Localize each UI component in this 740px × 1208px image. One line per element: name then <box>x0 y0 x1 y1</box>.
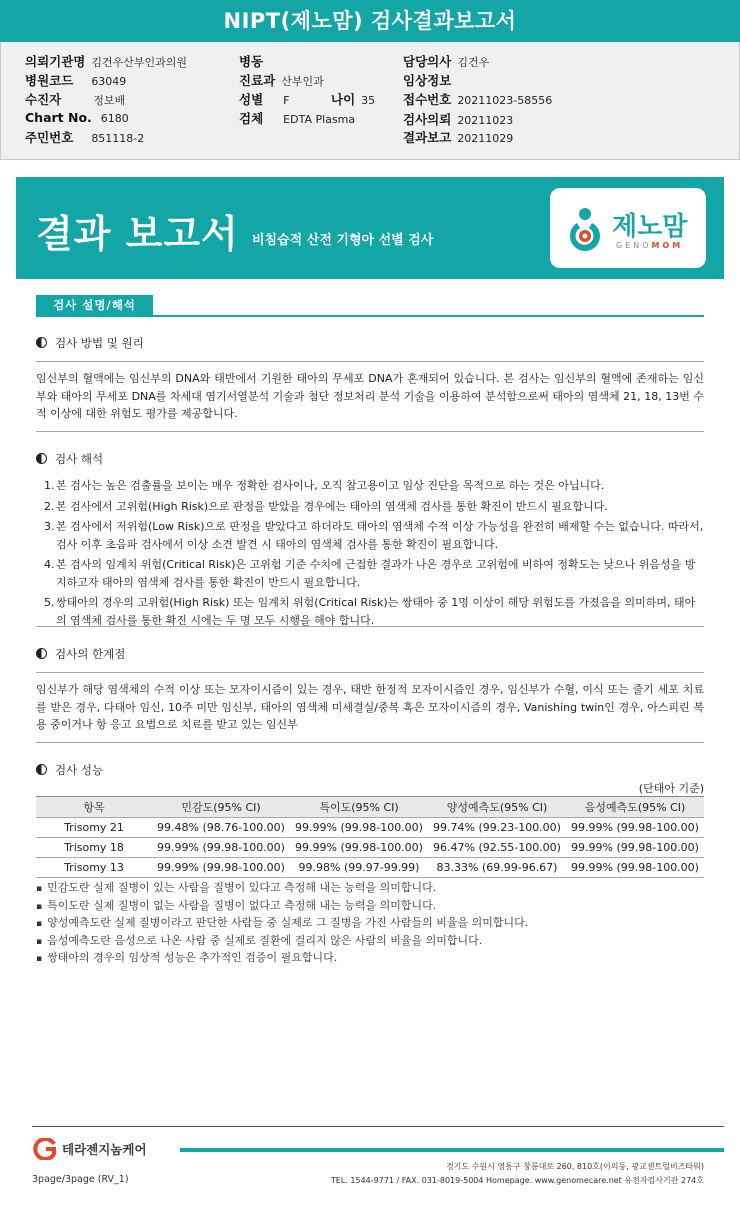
table-cell: Trisomy 13 <box>36 858 152 878</box>
info-patient-name: 수진자 정보배 <box>25 92 126 107</box>
divider <box>36 742 704 743</box>
info-receipt-number: 접수번호 20211023-58556 <box>403 92 553 107</box>
interpretation-list <box>36 477 704 632</box>
half-circle-icon <box>36 337 47 348</box>
info-specimen: 검체 EDTA Plasma <box>239 111 356 126</box>
result-banner <box>16 177 724 279</box>
column-header: 양성예측도(95% CI) <box>428 797 566 818</box>
info-age: 나이 35 <box>331 92 376 107</box>
table-cell: 99.99% (99.98-100.00) <box>290 818 428 838</box>
limits-text: 임신부가 해당 염색체의 수적 이상 또는 모자이시즘이 있는 경우, 태반 한정적 모자이시즘인 경우, 임신부가 수혈, 이식 또는 줄기 세포 치료를 받은 경우, 다태아 임신, 10주 미만 임신부, 태아의 염색체 미세결실/중복 혹은 모자이시즘의 경우, Vanishing twin인 경우, 아스피린 복용 중이거나 항 응고 요법으로 치료를 받고 있는 임신부 <box>36 683 704 731</box>
table-cell: 99.99% (99.98-100.00) <box>152 858 290 878</box>
note-item: ▪ 쌍태아의 경우의 임상적 성능은 추가적인 검증이 필요합니다. <box>36 950 704 968</box>
footer-divider <box>32 1126 724 1127</box>
table-row <box>36 858 704 878</box>
info-clinical-info: 임상정보 <box>403 73 452 88</box>
info-request-date: 검사의뢰 20211023 <box>403 112 514 127</box>
contact-line: TEL. 1544-9771 / FAX. 031-8019-5004 Homepage. www.genomecare.net 유전자검사기관 274호 <box>330 1176 704 1185</box>
report-title: NIPT(제노맘) 검사결과보고서 <box>0 0 740 42</box>
table-row <box>36 818 704 838</box>
info-hospital-code: 병원코드 63049 <box>25 73 127 88</box>
company-address <box>331 1160 704 1188</box>
section-divider <box>36 315 704 317</box>
note-item: ▪ 양성예측도란 실제 질병이라고 판단한 사람들 중 실제로 그 질병을 가진 사람들의 비율을 의미합니다. <box>36 915 704 933</box>
table-cell: 99.98% (99.97-99.99) <box>290 858 428 878</box>
company-name: 테라젠지놈케어 <box>62 1142 147 1157</box>
method-text: 임신부의 혈액에는 임신부의 DNA와 태반에서 기원한 태아의 무세포 DNA가 혼재되어 있습니다. 본 검사는 임신부의 혈액에 존재하는 임신부와 태아의 무세포 DNA를 차세대 염기서열분석 기술과 첨단 정보처리 분석 기술을 이용하여 분석함으로써 태아의 염색체 21, 18, 13번 수적 이상에 대한 위험도 평가를 제공합니다. <box>36 372 704 420</box>
list-item: 1. 본 검사는 높은 검출률을 보이는 매우 정확한 검사이나, 오직 참고용이고 임상 진단을 목적으로 하는 것은 아닙니다. <box>44 479 605 492</box>
note-item: ▪ 민감도란 실제 질병이 있는 사람을 질병이 있다고 측정해 내는 능력을 의미합니다. <box>36 880 704 898</box>
limits-heading: 검사의 한계점 <box>36 646 125 662</box>
banner-title: 결과 보고서 <box>36 212 239 256</box>
info-sex: 성별 F <box>239 92 290 107</box>
info-chart-no: Chart No. 6180 <box>25 110 129 125</box>
table-cell: 83.33% (69.99-96.67) <box>428 858 566 878</box>
divider <box>36 361 704 362</box>
note-item: ▪ 특이도란 실제 질병이 없는 사람을 질병이 없다고 측정해 내는 능력을 의미합니다. <box>36 898 704 916</box>
page-number: 3page/3page (RV_1) <box>32 1174 129 1185</box>
banner-subtitle: 비침습적 산전 기형아 선별 검사 <box>252 233 434 248</box>
table-header-row <box>36 797 704 818</box>
divider <box>36 431 704 432</box>
info-doctor: 담당의사 김건우 <box>403 54 490 69</box>
table-cell: Trisomy 21 <box>36 818 152 838</box>
half-circle-icon <box>36 648 47 659</box>
footer-accent-bar <box>180 1148 724 1152</box>
address-line: 경기도 수원시 영통구 창룡대로 260, 810호(이의동, 광교센트럴비즈타워) <box>445 1162 704 1171</box>
performance-notes <box>36 880 704 968</box>
list-item: 5. 쌍태아의 경우의 고위험(High Risk) 또는 임계치 위험(Critical Risk)는 쌍태아 중 1명 이상이 해당 위험도를 가졌음을 의미하며, 태아의 염색체 검사를 통한 확진 시에는 두 명 모두 시행을 해야 합니다. <box>44 596 696 627</box>
performance-table <box>36 796 704 878</box>
column-header: 민감도(95% CI) <box>152 797 290 818</box>
list-item: 4. 본 검사의 임계치 위험(Critical Risk)은 고위험 기준 수치에 근접한 결과가 나온 경우로 고위험에 비하여 정확도는 낮으나 위음성을 방지하고자 태아의 염색체 검사를 통한 확진이 반드시 필요합니다. <box>44 558 696 589</box>
interpretation-heading: 검사 해석 <box>36 451 103 467</box>
table-cell: 99.99% (99.98-100.00) <box>566 838 704 858</box>
company-logo-icon <box>32 1138 58 1160</box>
patient-info-box <box>0 42 740 160</box>
note-item: ▪ 음성예측도란 음성으로 나온 사람 중 실제로 질환에 걸리지 않은 사람의 비율을 의미합니다. <box>36 933 704 951</box>
table-row <box>36 838 704 858</box>
unit-label: (단태아 기준) <box>638 782 704 795</box>
info-ward: 병동 <box>239 54 264 69</box>
list-item: 2. 본 검사에서 고위험(High Risk)으로 판정을 받았을 경우에는 태아의 염색체 검사를 통한 확진이 반드시 필요합니다. <box>44 499 608 513</box>
table-cell: 99.99% (99.98-100.00) <box>566 858 704 878</box>
column-header: 특이도(95% CI) <box>290 797 428 818</box>
genomom-logo-icon <box>564 206 606 252</box>
table-cell: 96.47% (92.55-100.00) <box>428 838 566 858</box>
table-cell: 99.99% (99.98-100.00) <box>290 838 428 858</box>
info-report-date: 결과보고 20211029 <box>403 130 514 145</box>
table-cell: 99.99% (99.98-100.00) <box>566 818 704 838</box>
info-requesting-institution: 의뢰기관명 김건우산부인과의원 <box>25 54 188 69</box>
performance-heading: 검사 성능 <box>36 762 103 778</box>
info-department: 진료과 산부인과 <box>239 73 324 88</box>
section-tab-explanation: 검사 설명/해석 <box>36 295 153 315</box>
divider <box>36 626 704 627</box>
table-cell: 99.99% (99.98-100.00) <box>152 838 290 858</box>
column-header: 항목 <box>36 797 152 818</box>
table-cell: Trisomy 18 <box>36 838 152 858</box>
genomom-logo <box>550 188 706 268</box>
logo-subtext: GENOMOM <box>616 241 684 250</box>
divider <box>36 672 704 673</box>
half-circle-icon <box>36 453 47 464</box>
method-heading: 검사 방법 및 원리 <box>36 335 144 351</box>
list-item: 3. 본 검사에서 저위험(Low Risk)으로 판정을 받았다고 하더라도 태아의 염색체 수적 이상 가능성을 완전히 배제할 수는 없습니다. 따라서, 검사 이후 초음파 검사에서 이상 소견 발견 시 태아의 염색체 검사를 통한 확진이 필요합니다. <box>44 520 704 551</box>
logo-text: 제노맘 <box>612 212 688 242</box>
table-cell: 99.48% (98.76-100.00) <box>152 818 290 838</box>
company-logo <box>32 1138 158 1160</box>
table-cell: 99.74% (99.23-100.00) <box>428 818 566 838</box>
column-header: 음성예측도(95% CI) <box>566 797 704 818</box>
half-circle-icon <box>36 764 47 775</box>
info-resident-number: 주민번호 851118-2 <box>25 130 145 145</box>
